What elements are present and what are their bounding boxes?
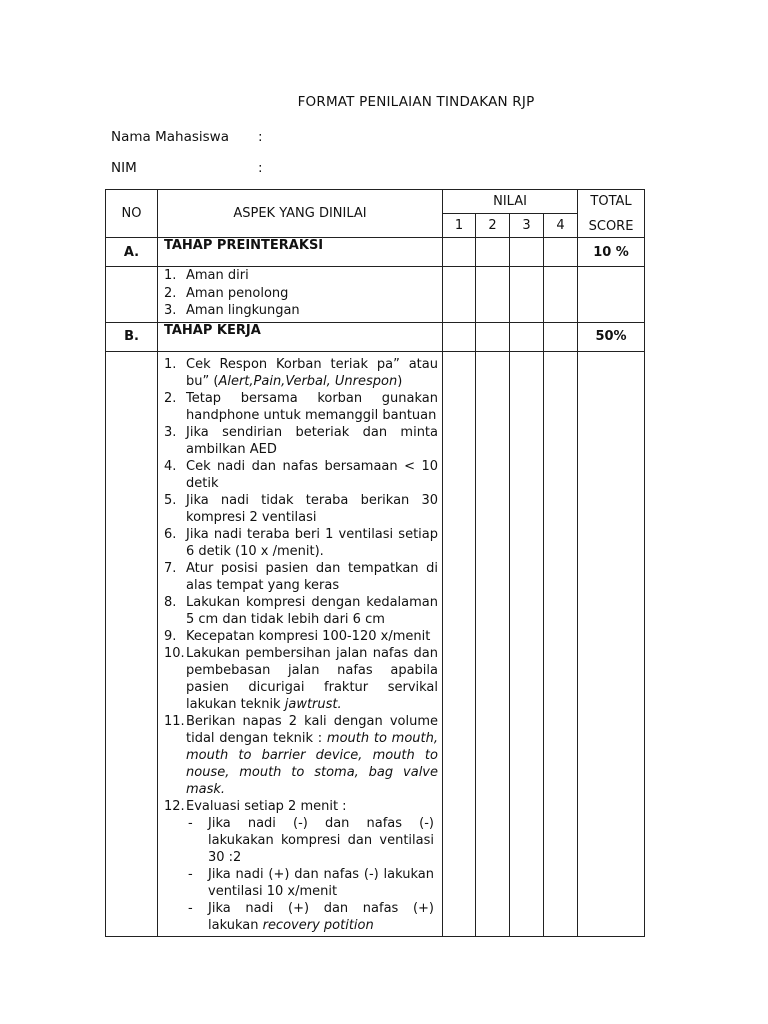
field-label: Nama Mahasiswa (111, 129, 229, 145)
list-item: 11. Berikan napas 2 kali dengan volume tidal dengan teknik : mouth to mouth, mouth to barrier device, mouth to nouse, mouth to stoma, bag valve mask. (164, 713, 438, 797)
sub-list-item: - Jika nadi (+) dan nafas (-) lakukan ventilasi 10 x/menit (188, 866, 434, 899)
score-cell[interactable] (510, 238, 544, 267)
section-code: B. (106, 322, 158, 351)
header-total: TOTAL (590, 193, 632, 209)
score-cell[interactable] (476, 322, 510, 351)
header-total-score (578, 190, 645, 238)
field-label: NIM (111, 160, 137, 176)
score-cell[interactable] (544, 238, 578, 267)
score-cell[interactable] (544, 351, 578, 936)
header-score-3: 3 (510, 214, 544, 238)
score-cell[interactable] (544, 267, 578, 323)
list-item: 5. Jika nadi tidak teraba berikan 30 kompresi 2 ventilasi (164, 492, 438, 525)
sub-list (186, 815, 438, 934)
score-cell[interactable] (443, 238, 476, 267)
list-item: 3. Aman lingkungan (164, 303, 300, 318)
total-cell[interactable] (578, 267, 645, 323)
items-cell (158, 267, 443, 323)
page-title: FORMAT PENILAIAN TINDAKAN RJP (297, 94, 535, 110)
list-item: 4. Cek nadi dan nafas bersamaan < 10 detik (164, 458, 438, 491)
assessment-table (105, 189, 645, 937)
header-nilai: NILAI (443, 190, 578, 214)
list-item: 1. Aman diri (164, 268, 249, 283)
field-colon: : (258, 160, 263, 176)
section-name: TAHAP PREINTERAKSI (158, 238, 443, 267)
no-cell (106, 351, 158, 936)
section-weight: 10 % (578, 238, 645, 267)
list-item: 3. Jika sendirian beteriak dan minta ambilkan AED (164, 424, 438, 457)
list-item: 1. Cek Respon Korban teriak pa” atau bu” (Alert,Pain,Verbal, Unrespon) (164, 356, 438, 389)
field-nama-mahasiswa (111, 129, 263, 145)
header-no: NO (106, 190, 158, 238)
list-item: 2. Tetap bersama korban gunakan handphone untuk memanggil bantuan (164, 390, 438, 423)
items-cell (158, 351, 443, 936)
score-cell[interactable] (476, 351, 510, 936)
section-name: TAHAP KERJA (158, 322, 443, 351)
section-row-a (106, 238, 645, 267)
field-colon: : (258, 129, 263, 145)
list-item: 9. Kecepatan kompresi 100-120 x/menit (164, 628, 431, 644)
score-cell[interactable] (476, 238, 510, 267)
section-row-b (106, 322, 645, 351)
sub-list-item: - Jika nadi (-) dan nafas (-) lakukakan kompresi dan ventilasi 30 :2 (188, 815, 434, 865)
list-item: 7. Atur posisi pasien dan tempatkan di alas tempat yang keras (164, 560, 438, 593)
score-cell[interactable] (443, 351, 476, 936)
header-score: SCORE (588, 218, 634, 234)
list-item: 12. Evaluasi setiap 2 menit : - Jika nadi (-) dan nafas (-) lakukakan kompresi dan ventilasi 30 :2 - Jika nadi (+) dan nafas (-) lakukan ventilasi 10 x/menit - Jika nadi (+) dan nafas (+) lakukan recovery potition (158, 798, 442, 934)
total-cell[interactable] (578, 351, 645, 936)
score-cell[interactable] (510, 267, 544, 323)
section-code: A. (106, 238, 158, 267)
score-cell[interactable] (443, 322, 476, 351)
header-score-4: 4 (544, 214, 578, 238)
header-score-1: 1 (443, 214, 476, 238)
section-weight: 50% (578, 322, 645, 351)
section-items-row-a (106, 267, 645, 323)
score-cell[interactable] (510, 322, 544, 351)
list-item: 6. Jika nadi teraba beri 1 ventilasi setiap 6 detik (10 x /menit). (164, 526, 438, 559)
list-item: 2. Aman penolong (164, 285, 289, 301)
field-nim (111, 160, 263, 176)
header-score-2: 2 (476, 214, 510, 238)
score-cell[interactable] (443, 267, 476, 323)
sub-list-item: - Jika nadi (+) dan nafas (+) lakukan recovery potition (188, 900, 434, 933)
score-cell[interactable] (476, 267, 510, 323)
section-items-row-b (106, 351, 645, 936)
header-aspek: ASPEK YANG DINILAI (158, 190, 443, 238)
score-cell[interactable] (544, 322, 578, 351)
list-item: 10. Lakukan pembersihan jalan nafas dan pembebasan jalan nafas apabila pasien dicurigai fraktur servikal lakukan teknik jawtrust. (164, 645, 438, 712)
score-cell[interactable] (510, 351, 544, 936)
list-item: 8. Lakukan kompresi dengan kedalaman 5 cm dan tidak lebih dari 6 cm (164, 594, 438, 627)
no-cell (106, 267, 158, 323)
